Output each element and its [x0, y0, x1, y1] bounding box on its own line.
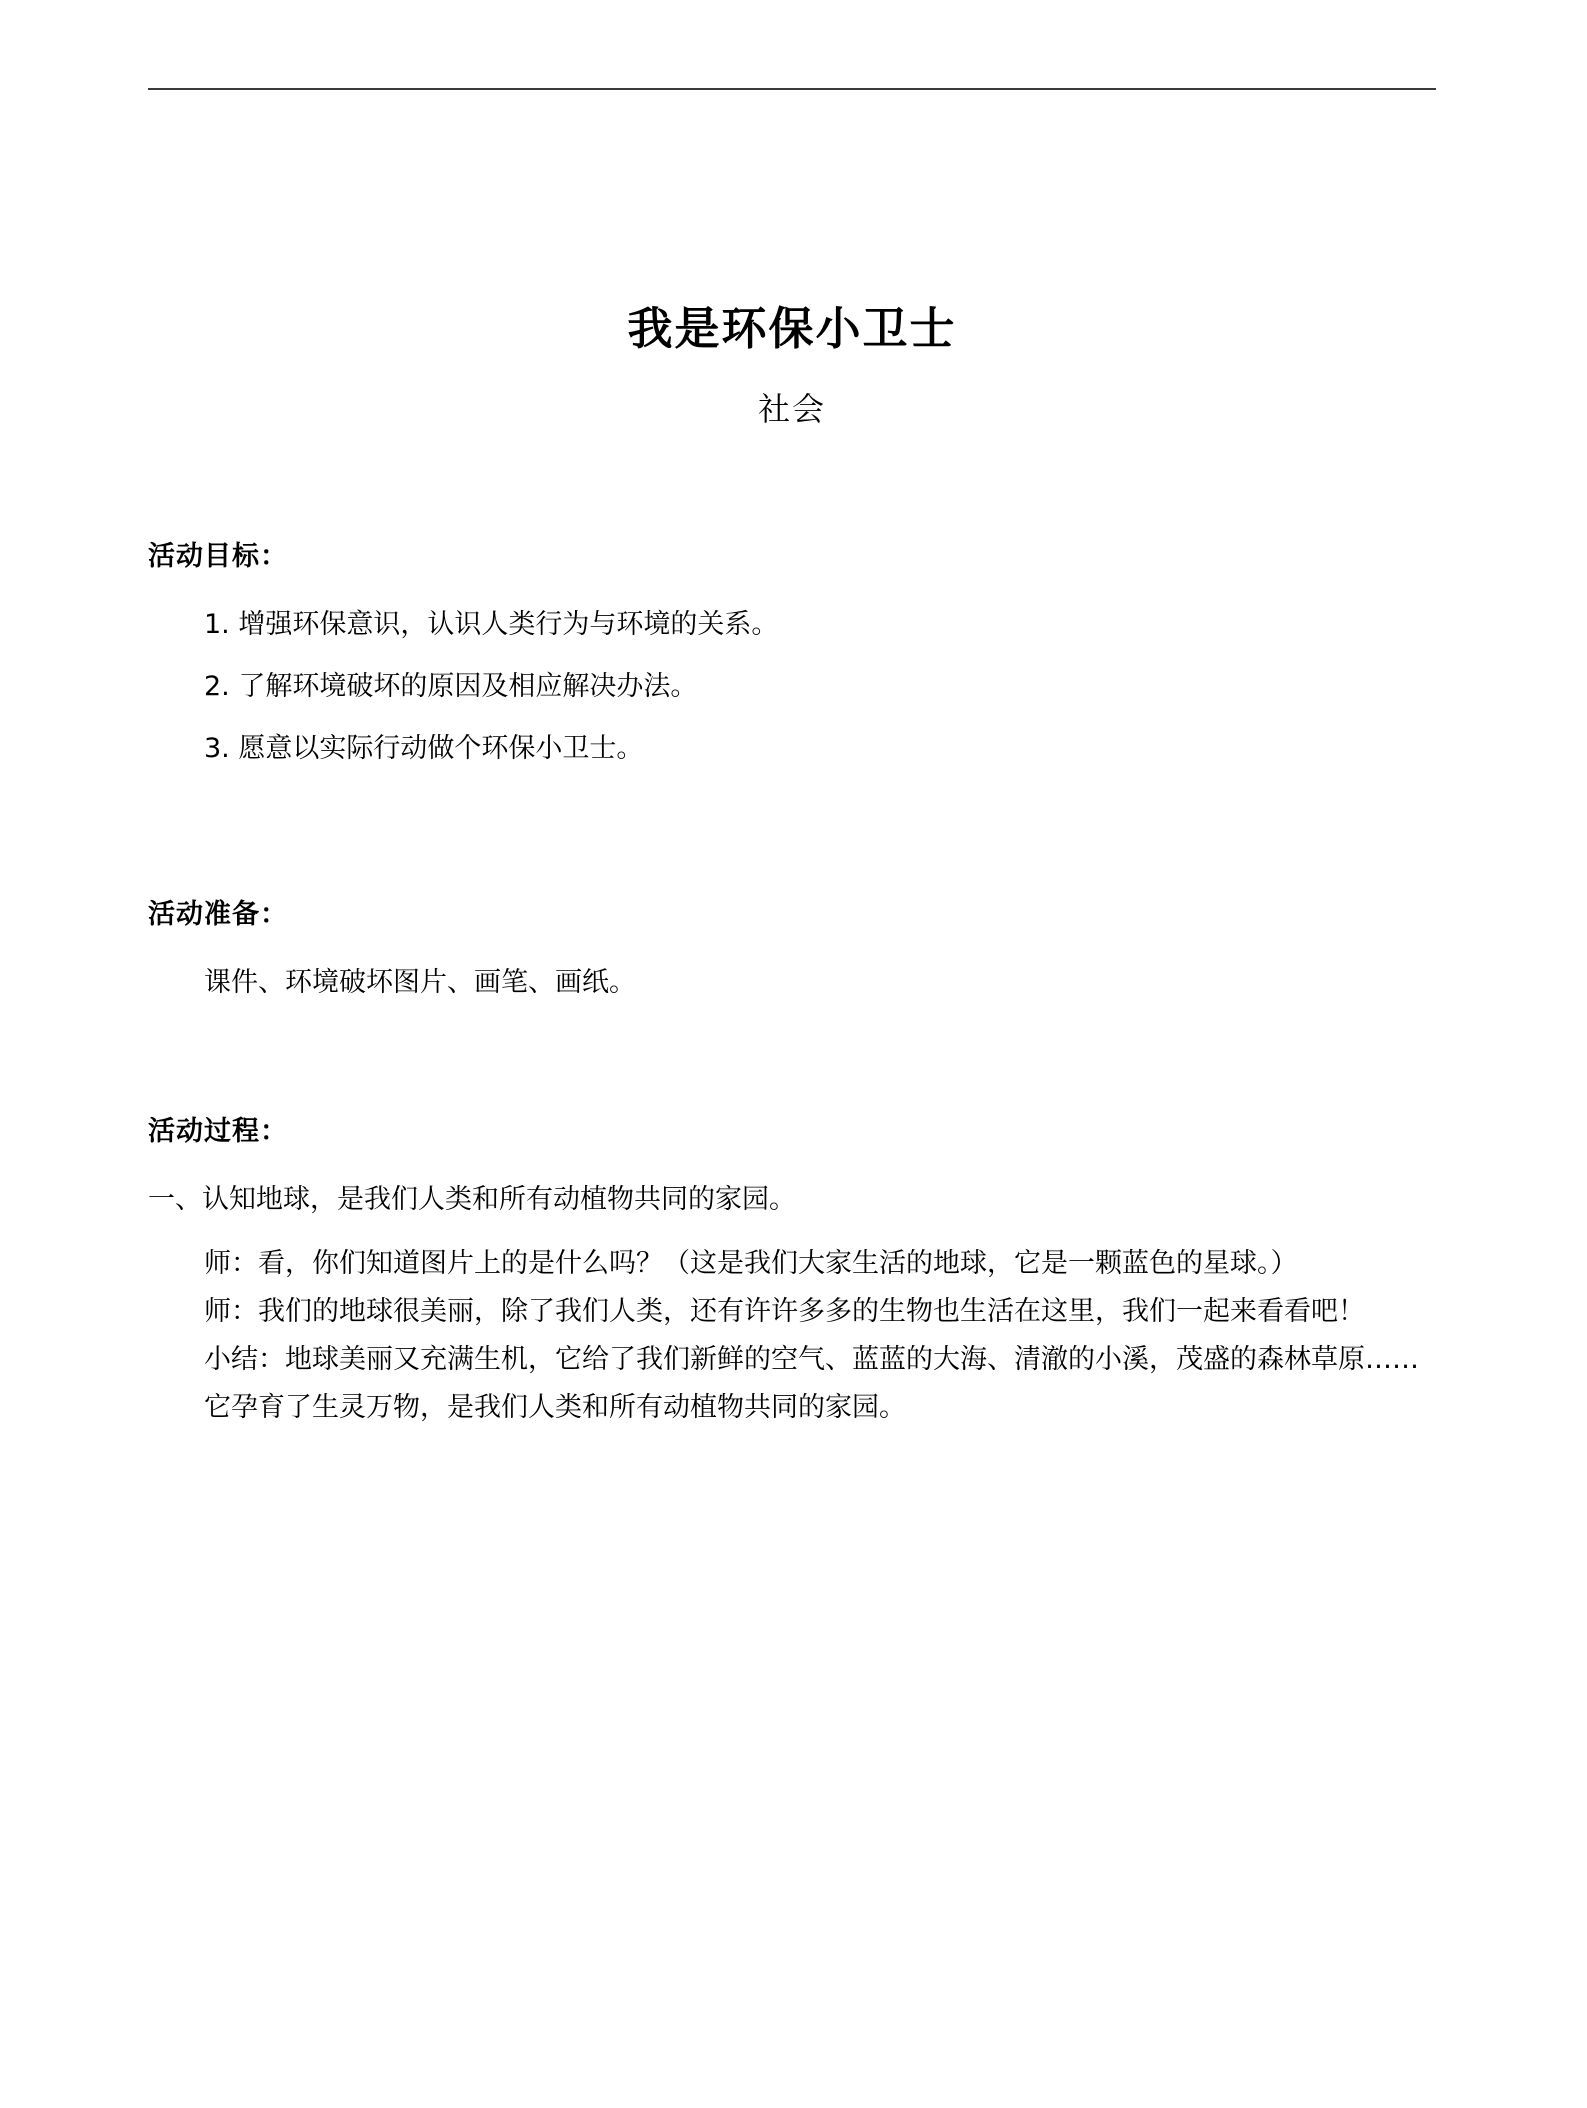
spacer [148, 1148, 1436, 1178]
process-step-one: 一、认知地球，是我们人类和所有动植物共同的家园。 [148, 1184, 796, 1216]
goals-item-1: 1. 增强环保意识，认识人类行为与环境的关系。 [204, 609, 779, 641]
process-line-2: 师：我们的地球很美丽，除了我们人类，还有许许多多的生物也生活在这里，我们一起来看看吧！ [204, 1295, 1365, 1327]
spacer [148, 573, 1436, 603]
spacer [148, 430, 1436, 534]
section-process [148, 1109, 1436, 1432]
spacer [148, 931, 1436, 961]
document-content [148, 300, 1436, 1432]
section-preparation [148, 892, 1436, 1005]
preparation-heading: 活动准备： [148, 899, 288, 931]
goals-list [148, 603, 1436, 770]
process-dialogue [148, 1240, 1436, 1432]
goals-item-3: 3. 愿意以实际行动做个环保小卫士。 [204, 732, 644, 764]
process-heading: 活动过程： [148, 1116, 288, 1148]
process-line-3: 小结：地球美丽又充满生机，它给了我们新鲜的空气、蓝蓝的大海、清澈的小溪，茂盛的森林草原……它孕育了生灵万物，是我们人类和所有动植物共同的家园。 [204, 1343, 1419, 1423]
section-goals [148, 534, 1436, 770]
spacer [148, 788, 1436, 892]
page-title: 我是环保小卫士 [627, 302, 957, 355]
process-line-1: 师：看，你们知道图片上的是什么吗？（这是我们大家生活的地球，它是一颗蓝色的星球。） [204, 1247, 1298, 1279]
preparation-item-1: 课件、环境破坏图片、画笔、画纸。 [204, 967, 636, 999]
goals-item-2: 2. 了解环境破坏的原因及相应解决办法。 [204, 670, 698, 702]
spacer [148, 1005, 1436, 1109]
spacer [148, 1222, 1436, 1240]
page-subtitle: 社会 [757, 389, 826, 428]
header-divider [148, 88, 1436, 90]
goals-heading: 活动目标： [148, 541, 288, 573]
